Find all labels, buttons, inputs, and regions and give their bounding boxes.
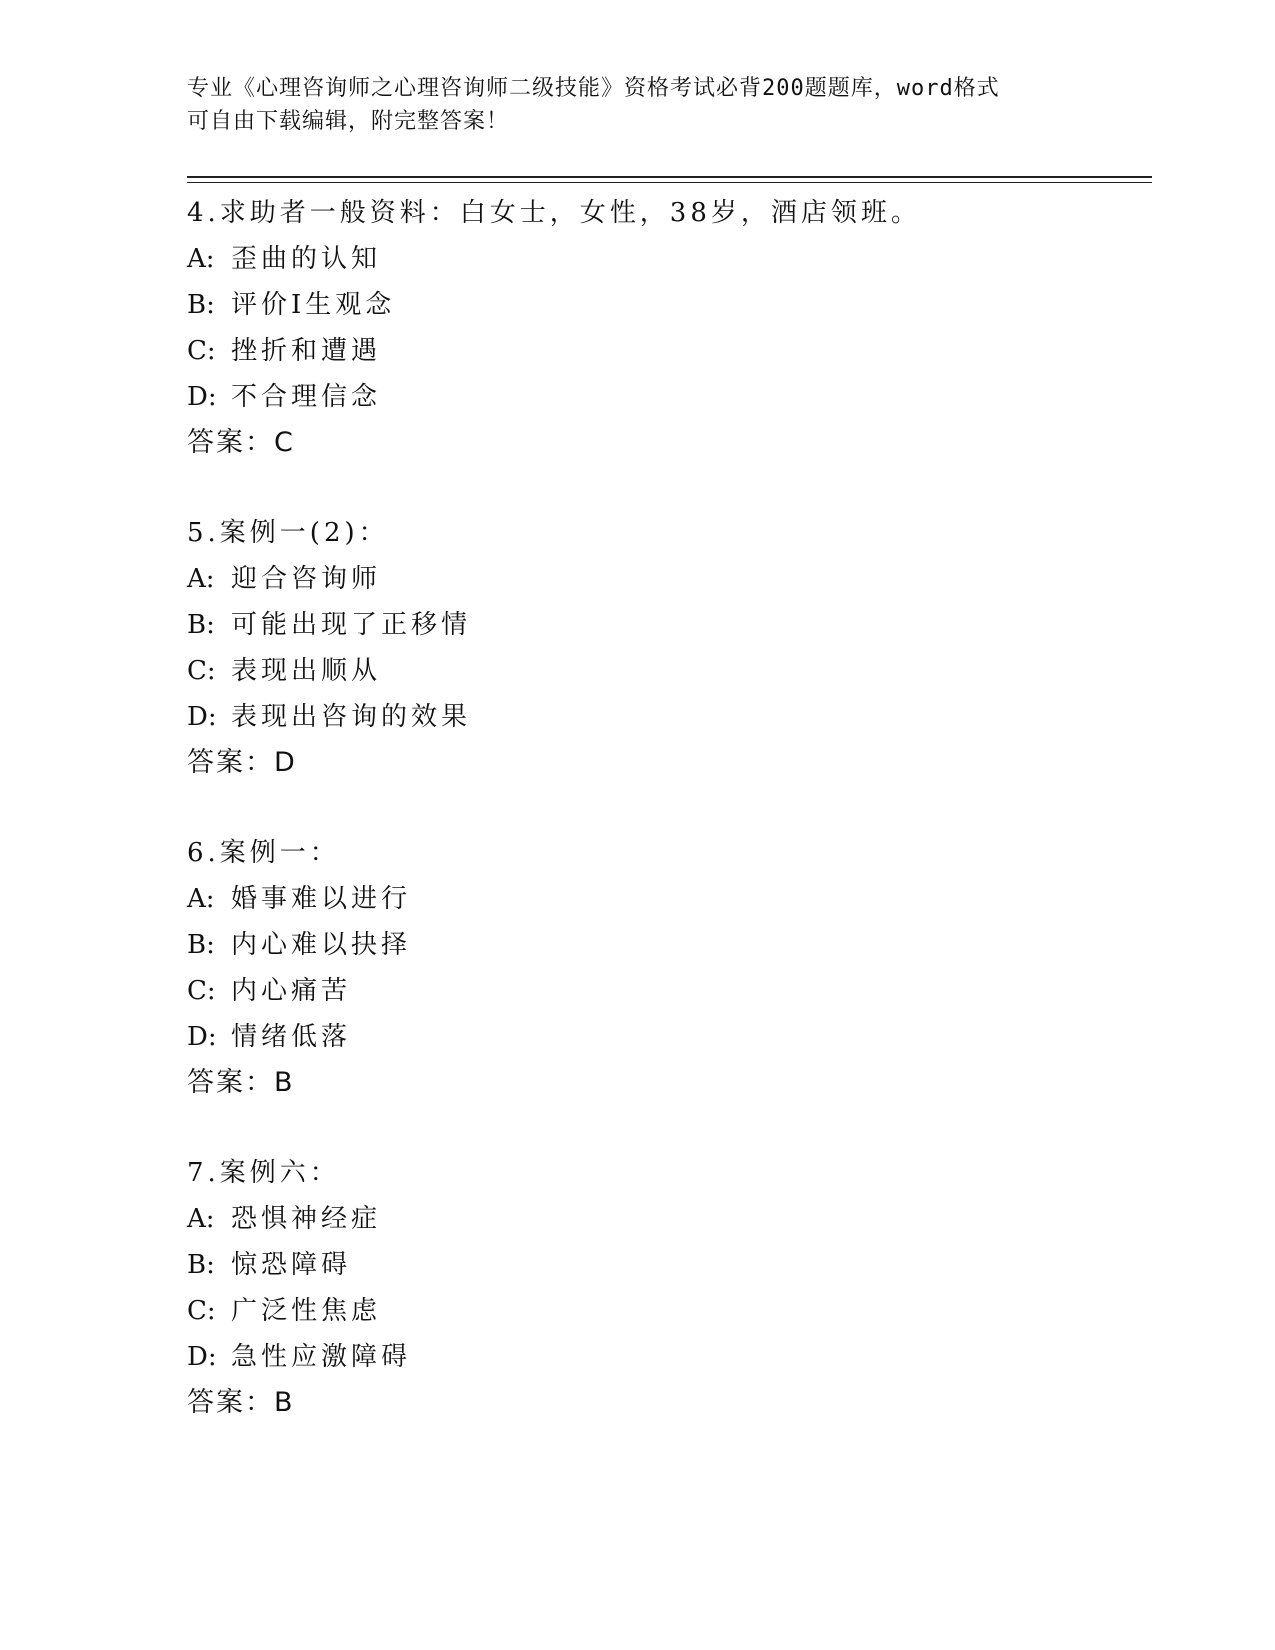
- option-text: 可能出现了正移情: [231, 610, 472, 640]
- option-key: A:: [187, 244, 215, 274]
- option-key: D:: [187, 702, 217, 732]
- header-divider-thick: [187, 176, 1152, 178]
- question-list: [187, 190, 1147, 1426]
- question-5: [187, 510, 1147, 786]
- option-key: C:: [187, 1296, 216, 1326]
- option-text: 广泛性焦虑: [231, 1296, 382, 1326]
- option-a: [187, 1196, 1147, 1242]
- option-c: [187, 968, 1147, 1014]
- question-stem: 5.案例一(2)：: [187, 518, 389, 548]
- option-b: [187, 282, 1147, 328]
- question-stem: 7.案例六：: [187, 1158, 340, 1188]
- option-b: [187, 922, 1147, 968]
- option-text: 急性应激障碍: [231, 1342, 412, 1372]
- option-key: D:: [187, 1342, 217, 1372]
- header-line-2: 可自由下载编辑，附完整答案！: [187, 109, 510, 134]
- question-6: [187, 830, 1147, 1106]
- option-key: A:: [187, 564, 215, 594]
- option-d: [187, 374, 1147, 420]
- question-stem: 6.案例一：: [187, 838, 340, 868]
- option-c: [187, 1288, 1147, 1334]
- option-d: [187, 694, 1147, 740]
- option-text: 不合理信念: [231, 382, 382, 412]
- option-key: A:: [187, 884, 215, 914]
- option-key: C:: [187, 336, 216, 366]
- option-c: [187, 648, 1147, 694]
- answer-line: 答案：D: [187, 747, 297, 778]
- option-key: B:: [187, 1250, 215, 1280]
- option-text: 内心难以抉择: [231, 930, 412, 960]
- option-d: [187, 1334, 1147, 1380]
- option-text: 表现出顺从: [231, 656, 382, 686]
- option-text: 婚事难以进行: [231, 884, 412, 914]
- option-a: [187, 876, 1147, 922]
- option-text: 挫折和遭遇: [231, 336, 382, 366]
- option-text: 情绪低落: [231, 1022, 352, 1052]
- option-text: 内心痛苦: [231, 976, 352, 1006]
- option-key: C:: [187, 976, 216, 1006]
- option-text: 迎合咨询师: [231, 564, 382, 594]
- answer-line: 答案：B: [187, 1387, 295, 1418]
- question-stem: 4.求助者一般资料：白女士，女性，38岁，酒店领班。: [187, 198, 921, 228]
- answer-line: 答案：B: [187, 1067, 295, 1098]
- option-key: C:: [187, 656, 216, 686]
- document-header: [187, 72, 1067, 138]
- option-a: [187, 556, 1147, 602]
- option-key: D:: [187, 1022, 217, 1052]
- option-text: 歪曲的认知: [231, 244, 382, 274]
- option-key: B:: [187, 610, 215, 640]
- header-line-1: 专业《心理咨询师之心理咨询师二级技能》资格考试必背200题题库，word格式: [187, 76, 1000, 101]
- question-4: [187, 190, 1147, 466]
- answer-line: 答案：C: [187, 427, 295, 458]
- option-b: [187, 1242, 1147, 1288]
- header-divider-thin: [187, 182, 1152, 183]
- option-key: D:: [187, 382, 217, 412]
- option-key: A:: [187, 1204, 215, 1234]
- option-text: 恐惧神经症: [231, 1204, 382, 1234]
- option-text: 惊恐障碍: [231, 1250, 352, 1280]
- option-a: [187, 236, 1147, 282]
- question-7: [187, 1150, 1147, 1426]
- option-d: [187, 1014, 1147, 1060]
- option-key: B:: [187, 290, 215, 320]
- option-c: [187, 328, 1147, 374]
- option-text: 表现出咨询的效果: [231, 702, 472, 732]
- option-b: [187, 602, 1147, 648]
- option-text: 评价I生观念: [231, 290, 396, 320]
- option-key: B:: [187, 930, 215, 960]
